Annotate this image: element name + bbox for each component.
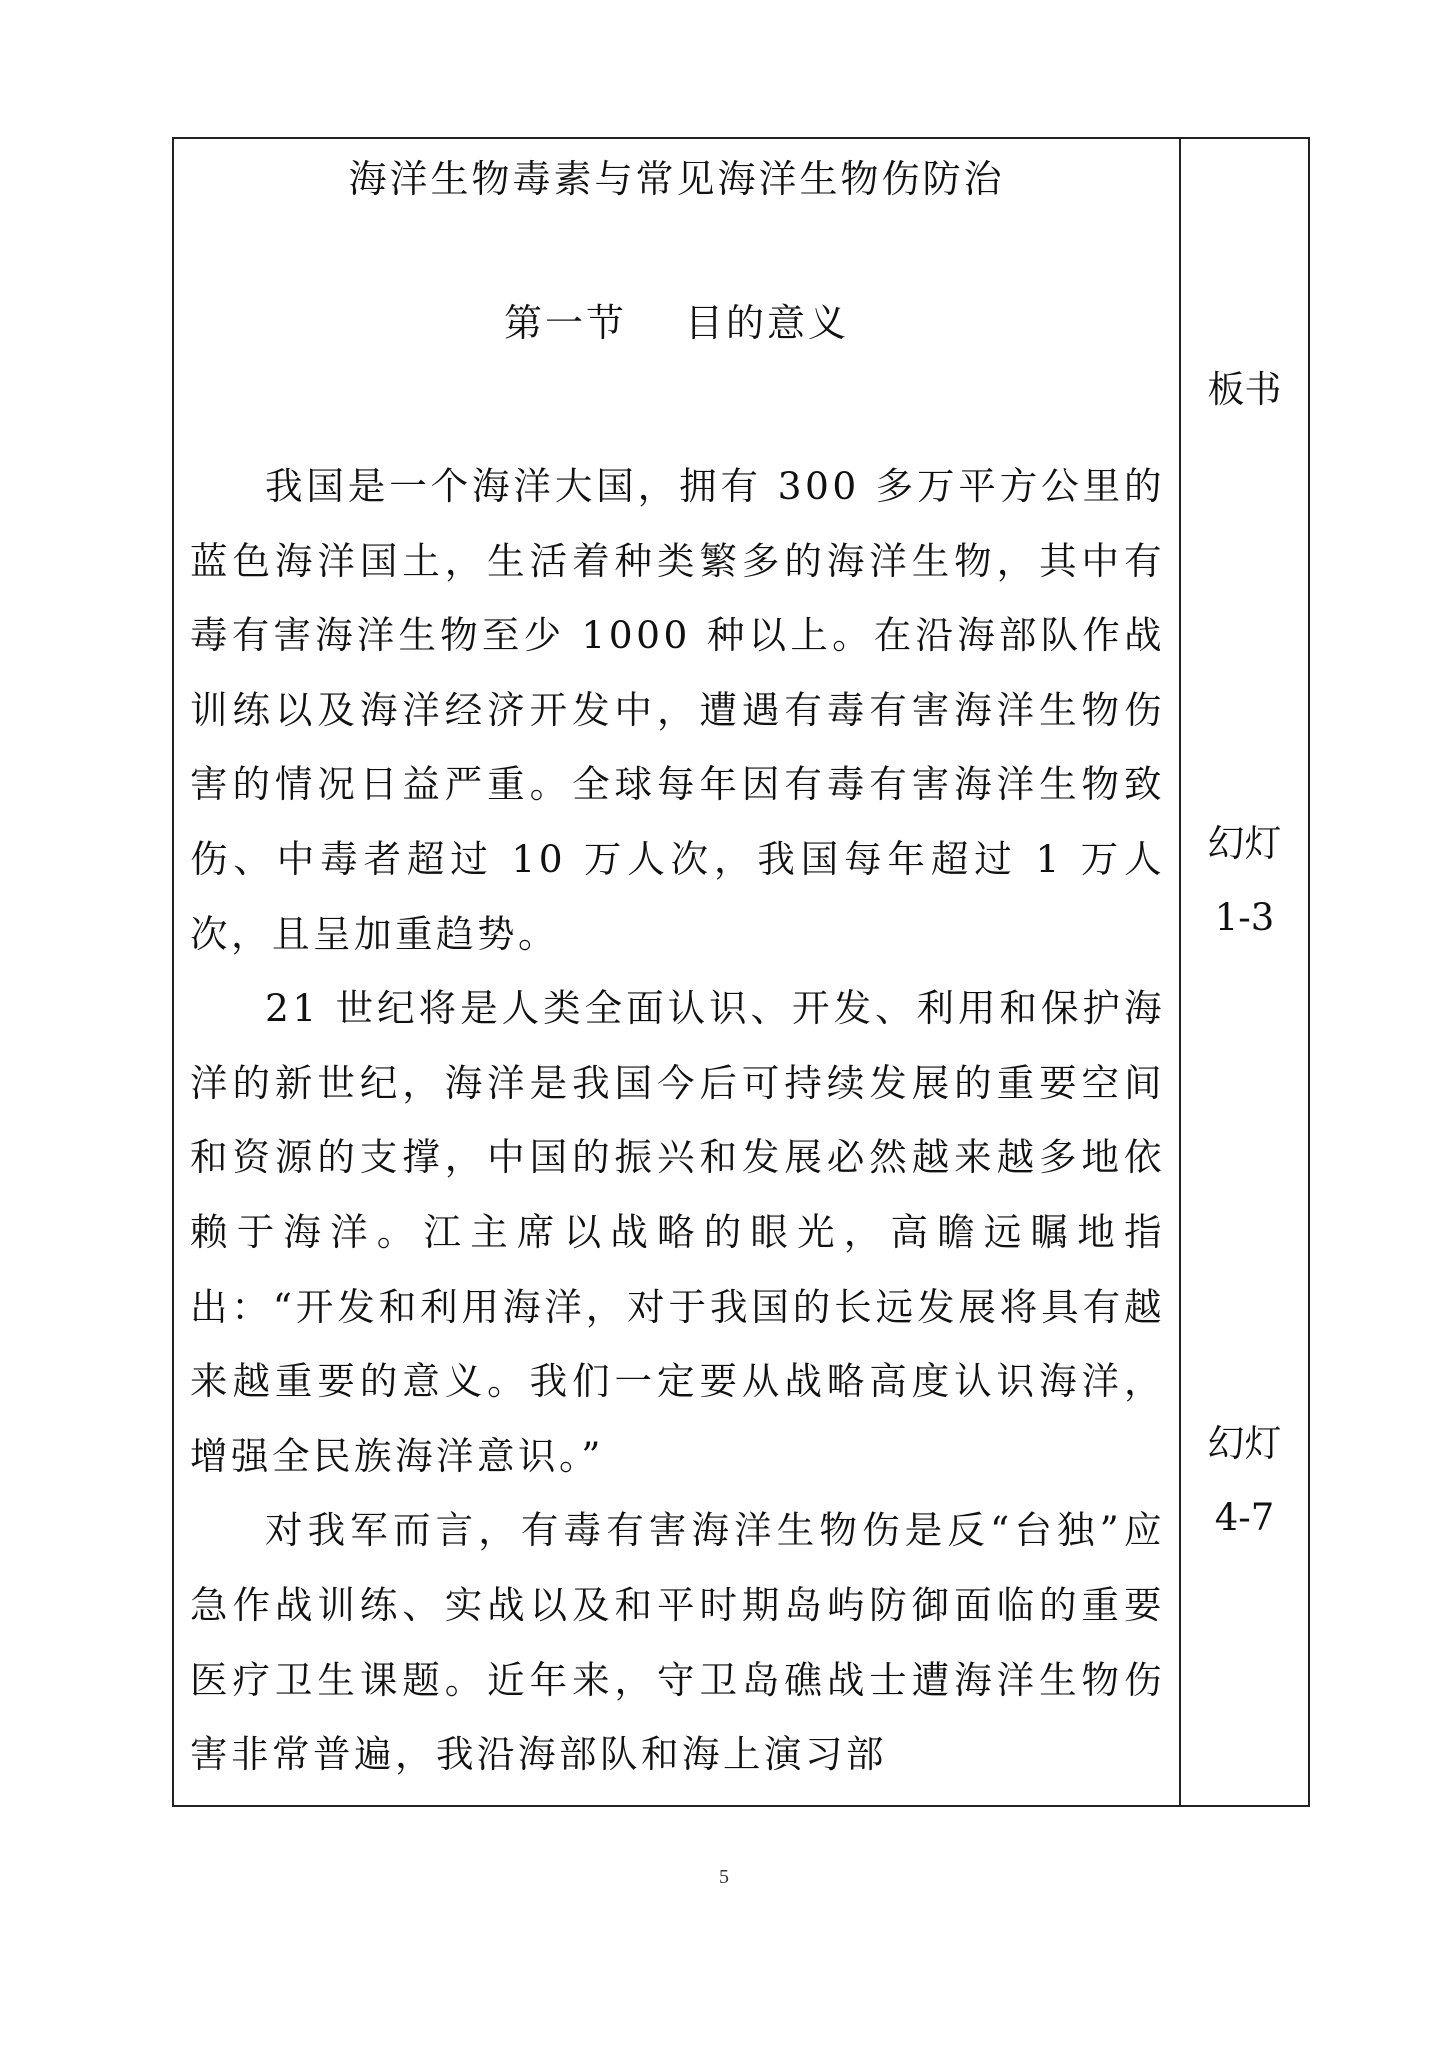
note-slide-1 (1181, 807, 1308, 955)
note-board (1181, 353, 1308, 427)
paragraph: 对我军而言，有毒有害海洋生物伤是反“台独”应急作战训练、实战以及和平时期岛屿防御面临的重要医疗卫生课题。近年来，守卫岛礁战士遭海洋生物伤害非常普遍，我沿海部队和海上演习部 (190, 1508, 1165, 1777)
document-title: 海洋生物毒素与常见海洋生物伤防治 (348, 157, 1005, 201)
page-number: 5 (719, 1866, 729, 1888)
body-text (190, 449, 1165, 1792)
content-column (174, 139, 1181, 1805)
lesson-table (172, 137, 1310, 1807)
section-number: 第一节 (503, 301, 627, 345)
paragraph: 21 世纪将是人类全面认识、开发、利用和保护海洋的新世纪，海洋是我国今后可持续发展的重要空间和资源的支撑，中国的振兴和发展必然越来越多地依赖于海洋。江主席以战略的眼光，高瞻远瞩地指出：“开发和利用海洋，对于我国的长远发展将具有越来越重要的意义。我们一定要从战略高度认识海洋，增强全民族海洋意识。” (190, 986, 1165, 1478)
paragraph: 我国是一个海洋大国，拥有 300 多万平方公里的蓝色海洋国土，生活着种类繁多的海洋生物，其中有毒有害海洋生物至少 1000 种以上。在沿海部队作战训练以及海洋经济开发中，遭遇有毒有害海洋生物伤害的情况日益严重。全球每年因有毒有害海洋生物致伤、中毒者超过 10 万人次，我国每年超过 1 万人次，且呈加重趋势。 (190, 464, 1165, 956)
note-board-label: 板书 (1207, 368, 1282, 411)
note-slide-1-range: 1-3 (1214, 896, 1275, 939)
section-name: 目的意义 (685, 301, 850, 345)
note-slide-2-label: 幻灯 (1207, 1422, 1282, 1465)
notes-column (1181, 139, 1308, 1805)
section-heading (174, 297, 1179, 349)
note-slide-2-range: 4-7 (1214, 1496, 1275, 1539)
note-slide-1-label: 幻灯 (1207, 822, 1282, 865)
note-slide-2 (1181, 1407, 1308, 1555)
